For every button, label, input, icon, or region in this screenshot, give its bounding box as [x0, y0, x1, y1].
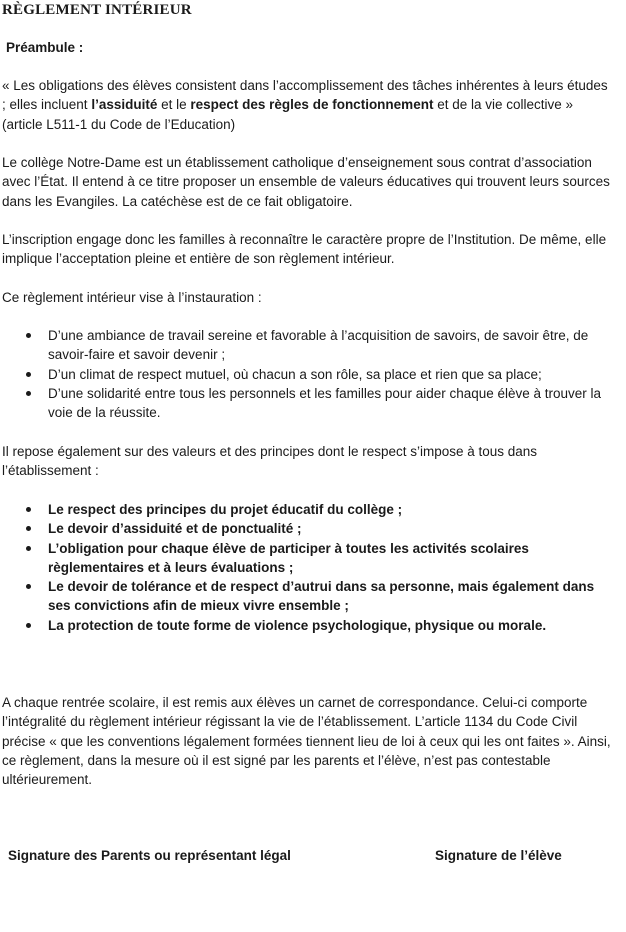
- principles-list: [24, 500, 604, 635]
- list-item: D’une solidarité entre tous les personnels et les familles pour aider chaque élève à trouver la voie de la réussite.: [24, 384, 604, 423]
- goals-list: [24, 326, 604, 422]
- list-item: La protection de toute forme de violence psychologique, physique ou morale.: [24, 616, 604, 635]
- list-item: Le devoir d’assiduité et de ponctualité ;: [24, 519, 604, 538]
- signature-parents-label: Signature des Parents ou représentant légal: [8, 848, 291, 863]
- list-item: D’une ambiance de travail sereine et favorable à l’acquisition de savoirs, de savoir être, de savoir-faire et savoir devenir ;: [24, 326, 604, 365]
- preamble-heading: Préambule :: [6, 40, 84, 55]
- quote-text-mid: et le: [157, 97, 191, 113]
- paragraph-carnet: A chaque rentrée scolaire, il est remis aux élèves un carnet de correspondance. Celui-ci comporte l’intégralité du règlement intérieur régissant la vie de l’établissement. L’article 1134 du Code Civil précise « que les conventions légalement formées tiennent lieu de loi à ceux qui les ont faites ». Ainsi, ce règlement, dans la mesure où il est signé par les parents et l’élève, n’est pas contestable ultérieurement.: [2, 695, 611, 788]
- list-item: D’un climat de respect mutuel, où chacun a son rôle, sa place et rien que sa place;: [24, 365, 604, 384]
- paragraph-repose: Il repose également sur des valeurs et des principes dont le respect s’impose à tous dans l’établissement :: [2, 444, 538, 479]
- list-item: Le respect des principes du projet éducatif du collège ;: [24, 500, 604, 519]
- quote-text-end: et de la vie collective » (article L511-1 du Code de l’Education): [2, 97, 574, 132]
- preamble-quote: [2, 76, 614, 134]
- quote-text-start: « Les obligations des élèves consistent dans l’accomplissement des tâches inhérentes à leurs études ; elles incluent: [2, 78, 608, 113]
- quote-bold-assiduite: l’assiduité: [91, 97, 158, 113]
- paragraph-vise: Ce règlement intérieur vise à l’instauration :: [2, 290, 262, 305]
- signature-student-label: Signature de l’élève: [435, 848, 562, 863]
- quote-bold-respect: respect des règles de fonctionnement: [190, 97, 434, 113]
- document-title: RÈGLEMENT INTÉRIEUR: [2, 2, 192, 18]
- paragraph-college: Le collège Notre-Dame est un établissement catholique d’enseignement sous contrat d’association avec l’État. Il entend à ce titre proposer un ensemble de valeurs éducatives qui trouvent leurs sources dans les Evangiles. La catéchèse est de ce fait obligatoire.: [2, 155, 610, 209]
- list-item: L’obligation pour chaque élève de participer à toutes les activités scolaires règlementaires et à leurs évaluations ;: [24, 539, 604, 578]
- paragraph-inscription: L’inscription engage donc les familles à reconnaître le caractère propre de l’Institution. De même, elle implique l’acceptation pleine et entière de son règlement intérieur.: [2, 232, 607, 267]
- list-item: Le devoir de tolérance et de respect d’autrui dans sa personne, mais également dans ses convictions afin de mieux vivre ensemble ;: [24, 577, 604, 616]
